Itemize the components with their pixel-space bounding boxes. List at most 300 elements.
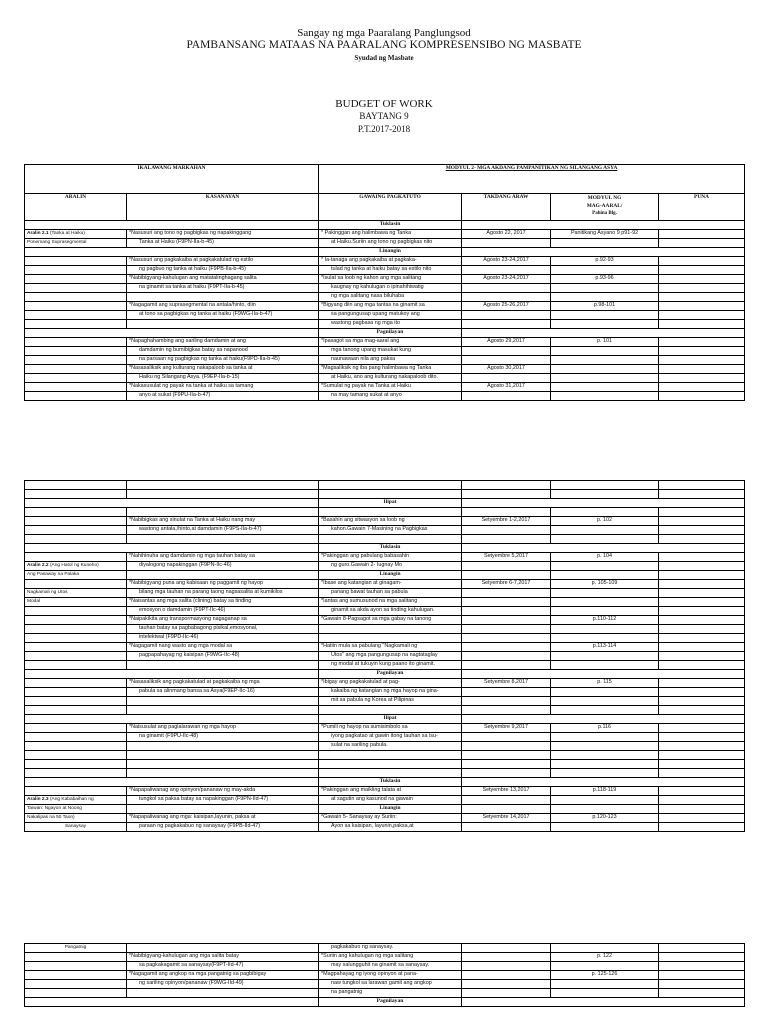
kasanayan-cell [127, 751, 319, 760]
takdang-araw-cell [462, 733, 551, 742]
aralin-cell [25, 616, 127, 625]
gawain-cell [319, 751, 462, 760]
gawain-cell: pagkakabuo ng sanaysay. [319, 944, 462, 953]
gawain-cell: wastong pagbasa ng mga ito [319, 320, 462, 329]
gawain-cell: naw tungkol sa larawan gamit ang angkop [319, 980, 462, 989]
gawain-cell: Utos" ang mga pangungusap na nagtataglay [319, 652, 462, 661]
kasanayan-cell [127, 944, 319, 953]
takdang-araw-cell: Setyembre 1-2,2017 [462, 517, 551, 526]
kasanayan-cell [127, 293, 319, 302]
table-row [25, 760, 745, 769]
modyul-cell [551, 535, 659, 544]
aralin-cell [25, 580, 127, 589]
empty-cell [25, 248, 319, 257]
takdang-araw-cell [462, 805, 551, 814]
puna-cell [659, 751, 745, 760]
modyul-cell: p. 115 [551, 679, 659, 688]
kasanayan-cell [127, 535, 319, 544]
modyul-cell: p.93-96 [551, 275, 659, 284]
modyul-cell [551, 733, 659, 742]
aralin-cell [25, 338, 127, 347]
gawain-cell: *Hatiin mula sa pabulang "Nagkamali ng [319, 643, 462, 652]
takdang-araw-cell [462, 962, 551, 971]
puna-cell [659, 239, 745, 248]
table-row [25, 302, 745, 311]
puna-cell [659, 302, 745, 311]
table-row [25, 598, 745, 607]
table-row [25, 365, 745, 374]
section-row [25, 221, 745, 230]
puna-cell [659, 971, 745, 980]
takdang-araw-cell [462, 944, 551, 953]
school-name: PAMBANSANG MATAAS NA PAARALANG KOMPRESENSIBO NG MASBATE [186, 39, 582, 51]
table-row [25, 526, 745, 535]
empty-cell [462, 998, 745, 1007]
gawain-cell: at sagutin ang kasunod na gawain [319, 796, 462, 805]
aralin-cell [25, 769, 127, 778]
kasanayan-cell: pabula sa alinmang bansa sa Asya(F9EP-IIc-16) [127, 688, 319, 697]
takdang-araw-cell: Agosto 25-26,2017 [462, 302, 551, 311]
takdang-araw-cell: Setyembre 13,2017 [462, 787, 551, 796]
modyul-cell [551, 320, 659, 329]
modyul-cell [551, 508, 659, 517]
table-row [25, 239, 745, 248]
modyul-cell [551, 769, 659, 778]
takdang-araw-cell [462, 481, 551, 490]
empty-cell [462, 499, 745, 508]
section-row [25, 499, 745, 508]
col-kasanayan: KASANAYAN [127, 194, 319, 221]
puna-cell [659, 508, 745, 517]
puna-cell [659, 320, 745, 329]
modyul-cell [551, 562, 659, 571]
takdang-araw-cell: Agosto 30,2017 [462, 365, 551, 374]
aralin-cell: Modal [25, 598, 127, 607]
table-row [25, 284, 745, 293]
puna-cell [659, 980, 745, 989]
puna-cell [659, 275, 745, 284]
gawain-cell: kahon.Gawain 7-Masining na Pagbigkas [319, 526, 462, 535]
aralin-cell [25, 724, 127, 733]
modyul-cell [551, 634, 659, 643]
empty-cell [462, 670, 745, 679]
aralin-cell [25, 980, 127, 989]
takdang-araw-cell [462, 284, 551, 293]
section-label: Pagnilayan [319, 998, 462, 1007]
modyul-cell [551, 392, 659, 401]
aralin-cell: Ponemang Suprasegmental [25, 239, 127, 248]
modyul-cell [551, 598, 659, 607]
modyul-cell [551, 490, 659, 499]
gawain-cell: tulad ng tanka at haiku batay sa estilo nito [319, 266, 462, 275]
aralin-cell: Sanaysay [25, 823, 127, 832]
modyul-cell [551, 481, 659, 490]
table-row [25, 311, 745, 320]
modyul-cell: p.118-119 [551, 787, 659, 796]
empty-cell [462, 715, 745, 724]
takdang-araw-cell [462, 751, 551, 760]
modyul-cell [551, 944, 659, 953]
aralin-cell [25, 751, 127, 760]
modyul-cell: p.92-93 [551, 257, 659, 266]
kasanayan-cell [127, 661, 319, 670]
puna-cell [659, 760, 745, 769]
kasanayan-cell: *Nasusuri ang tono ng pagbigkas ng napakinggang [127, 230, 319, 239]
puna-cell [659, 652, 745, 661]
table-row [25, 553, 745, 562]
kasanayan-cell: intelektwal (F9PD-IIc-46) [127, 634, 319, 643]
takdang-araw-cell [462, 688, 551, 697]
aralin-cell [25, 607, 127, 616]
modyul-cell [551, 989, 659, 998]
budget-table-2 [24, 480, 745, 832]
table-row [25, 814, 745, 823]
modyul-cell [551, 796, 659, 805]
section-label: Pagnilayan [319, 329, 462, 338]
gawain-cell: at Haiku.Suriin ang tono ng pagbigkas nito [319, 239, 462, 248]
aralin-cell [25, 553, 127, 562]
aralin-cell [25, 293, 127, 302]
takdang-araw-cell [462, 760, 551, 769]
puna-cell [659, 679, 745, 688]
modyul-cell [551, 697, 659, 706]
puna-cell [659, 724, 745, 733]
modyul-cell [551, 311, 659, 320]
table-row [25, 275, 745, 284]
aralin-cell [25, 481, 127, 490]
aralin-cell: Ang Pasaway na Palaka [25, 571, 127, 580]
gawain-cell: na may tamang sukat at anyo [319, 392, 462, 401]
takdang-araw-cell [462, 634, 551, 643]
takdang-araw-cell [462, 589, 551, 598]
modyul-cell [551, 293, 659, 302]
budget-table-1 [24, 164, 745, 401]
kasanayan-cell: *Nabibigyang puna ang kabisaan ng paggamit ng hayop [127, 580, 319, 589]
table-row [25, 571, 745, 580]
puna-cell [659, 490, 745, 499]
takdang-araw-cell [462, 989, 551, 998]
col-puna: PUNA [659, 194, 745, 221]
modyul-cell: p. 101 [551, 338, 659, 347]
kasanayan-cell: *Naisusulat ang paglalarawan ng mga hayop [127, 724, 319, 733]
modyul-cell [551, 374, 659, 383]
modyul-cell [551, 356, 659, 365]
table-row [25, 724, 745, 733]
puna-cell [659, 733, 745, 742]
takdang-araw-cell: Agosto 23-24,2017 [462, 257, 551, 266]
table-row [25, 989, 745, 998]
modyul-cell [551, 980, 659, 989]
section-label: Tuklasin [319, 778, 462, 787]
modyul-cell: p.98-101 [551, 302, 659, 311]
gawain-cell: naunawaan nila ang paksa [319, 356, 462, 365]
takdang-araw-cell [462, 356, 551, 365]
aralin-cell: Aralin 2.2 (Ang Hatol ng Kuneho) [25, 562, 127, 571]
puna-cell [659, 338, 745, 347]
section-label: Pagnilayan [319, 670, 462, 679]
kasanayan-cell: ng sariling opinyon/pananaw (F9WG-IId-49) [127, 980, 319, 989]
gawain-cell: *Magsaliksik ng iba pang halimbawa ng Tanka [319, 365, 462, 374]
empty-cell [25, 670, 319, 679]
kasanayan-cell: *Nabibigyang-kahulugan ang matatalinghagang salita [127, 275, 319, 284]
table-row [25, 980, 745, 989]
takdang-araw-cell: Agosto 29,2017 [462, 338, 551, 347]
puna-cell [659, 989, 745, 998]
col-aralin: ARALIN [25, 194, 127, 221]
puna-cell [659, 962, 745, 971]
puna-cell [659, 526, 745, 535]
modyul-cell [551, 962, 659, 971]
aralin-cell [25, 706, 127, 715]
gawain-cell: sulat na sariling pabula. [319, 742, 462, 751]
empty-cell [25, 221, 319, 230]
takdang-araw-cell [462, 508, 551, 517]
modyul-cell [551, 239, 659, 248]
puna-cell [659, 634, 745, 643]
aralin-cell [25, 526, 127, 535]
table-row [25, 490, 745, 499]
table-row [25, 508, 745, 517]
modyul-cell [551, 383, 659, 392]
aralin-cell [25, 733, 127, 742]
gawain-cell: ng mga salitang nasa biluhaba [319, 293, 462, 302]
document-title: BUDGET OF WORK [335, 98, 433, 110]
kasanayan-cell: sa pagkakagamit sa sanaysay(F9PT-IId-47) [127, 962, 319, 971]
takdang-araw-cell [462, 311, 551, 320]
takdang-araw-cell: Agosto 22, 2017 [462, 230, 551, 239]
kasanayan-cell: *Nasusuri ang pagkakaiba at pagkakatulad ng estilo [127, 257, 319, 266]
puna-cell [659, 769, 745, 778]
aralin-cell [25, 787, 127, 796]
col-modyul: MODYUL NG MAG-AARAL/ Pahina Blg. [551, 194, 659, 221]
kasanayan-cell: Tanka at Haiku (F9PN-IIa-b-45) [127, 239, 319, 248]
aralin-cell [25, 962, 127, 971]
aralin-cell: Aralin 2.3 (Ang Kababaihan ng [25, 796, 127, 805]
gawain-cell: *Basahin ang sitwasyon sa loob ng [319, 517, 462, 526]
aralin-cell [25, 383, 127, 392]
kasanayan-cell: *Nagagamit nang wasto ang mga modal sa [127, 643, 319, 652]
table-row [25, 589, 745, 598]
puna-cell [659, 284, 745, 293]
kasanayan-cell: Haiku ng Silangang Asya. (F9EP-IIa-b-15) [127, 374, 319, 383]
puna-cell [659, 383, 745, 392]
gawain-cell: *Magpahayag ng iyong opinyon at pana- [319, 971, 462, 980]
gawain-cell: *Gawain 8-Pagsagot sa mga gabay na tanong [319, 616, 462, 625]
empty-cell [25, 544, 319, 553]
takdang-araw-cell [462, 697, 551, 706]
puna-cell [659, 742, 745, 751]
modyul-cell [551, 365, 659, 374]
modyul-cell: p. 122 [551, 953, 659, 962]
gawain-cell: *Sumulat ng payak na Tanka at Haiku [319, 383, 462, 392]
takdang-araw-cell [462, 347, 551, 356]
kasanayan-cell: damdamin ng bumibigkas batay sa napanood [127, 347, 319, 356]
kasanayan-cell: ng pagbuo ng tanka at haiku (F9PB-IIa-b-45) [127, 266, 319, 275]
kasanayan-cell [127, 706, 319, 715]
table-row [25, 962, 745, 971]
modyul-cell [551, 526, 659, 535]
gawain-cell [319, 535, 462, 544]
kasanayan-cell [127, 769, 319, 778]
kasanayan-cell: na ginamit (F9PU-IIc-48) [127, 733, 319, 742]
modyul-cell [551, 571, 659, 580]
kasanayan-cell [127, 320, 319, 329]
aralin-cell [25, 374, 127, 383]
modyul-cell [551, 805, 659, 814]
puna-cell [659, 805, 745, 814]
puna-cell [659, 661, 745, 670]
puna-cell [659, 266, 745, 275]
takdang-araw-cell [462, 535, 551, 544]
modyul-cell: p. 102 [551, 517, 659, 526]
section-row [25, 544, 745, 553]
table-row [25, 383, 745, 392]
gawain-cell [319, 769, 462, 778]
gawain-cell: *Ibase ang katangian at ginagam- [319, 580, 462, 589]
takdang-araw-cell [462, 742, 551, 751]
empty-cell [462, 248, 745, 257]
takdang-araw-cell [462, 616, 551, 625]
puna-cell [659, 347, 745, 356]
grade-level: BAYTANG 9 [359, 111, 409, 121]
gawain-cell: na pangatnig [319, 989, 462, 998]
aralin-cell: Nagkamali ng Utos [25, 589, 127, 598]
modyul-cell [551, 266, 659, 275]
puna-cell [659, 643, 745, 652]
empty-cell [25, 499, 319, 508]
kasanayan-cell: paraan ng pagkakabuo ng sanaysay (F9PB-IId-47) [127, 823, 319, 832]
col-takdang-araw: TAKDANG ARAW [462, 194, 551, 221]
gawain-cell: *Bigyang diin ang mga tantas na ginamit sa [319, 302, 462, 311]
modyul-cell: p.120-123 [551, 814, 659, 823]
modyul-cell: p. 104 [551, 553, 659, 562]
gawain-cell: *Suriin ang kahulugan ng mga salitang [319, 953, 462, 962]
table-row [25, 374, 745, 383]
kasanayan-cell [127, 481, 319, 490]
section-row [25, 778, 745, 787]
puna-cell [659, 562, 745, 571]
puna-cell [659, 814, 745, 823]
kasanayan-cell: *Nagagamit ang suprasegmental na antala/hinto, diin [127, 302, 319, 311]
table-row [25, 751, 745, 760]
kasanayan-cell: at tono sa pagbigkas ng tanka at haiku (F9WG-IIa-b-47) [127, 311, 319, 320]
aralin-cell [25, 625, 127, 634]
aralin-cell: Aralin 2.1 (Tanka at Haiku) [25, 230, 127, 239]
aralin-cell [25, 634, 127, 643]
kasanayan-cell: *Nagagamit ang angkop na mga pangatnig sa pagbibigay [127, 971, 319, 980]
table-row [25, 742, 745, 751]
puna-cell [659, 481, 745, 490]
gawain-cell: ginamit sa akda ayon sa tinding kahulugan. [319, 607, 462, 616]
table-row [25, 697, 745, 706]
table-row [25, 562, 745, 571]
puna-cell [659, 823, 745, 832]
table-row [25, 769, 745, 778]
takdang-araw-cell [462, 490, 551, 499]
aralin-cell [25, 971, 127, 980]
table-row [25, 257, 745, 266]
kasanayan-cell: *Nahihinuha ang damdamin ng mga tauhan batay sa [127, 553, 319, 562]
budget-table-3 [24, 943, 745, 1007]
takdang-araw-cell: Setyembre 6-7,2017 [462, 580, 551, 589]
puna-cell [659, 293, 745, 302]
aralin-cell [25, 535, 127, 544]
gawain-cell [319, 634, 462, 643]
empty-cell [462, 329, 745, 338]
puna-cell [659, 697, 745, 706]
gawain-cell: *Pumili ng hayop na sumisimbolo sa [319, 724, 462, 733]
modyul-cell [551, 589, 659, 598]
table-row [25, 643, 745, 652]
takdang-araw-cell [462, 953, 551, 962]
table-row [25, 230, 745, 239]
modyul-cell [551, 760, 659, 769]
gawain-cell: Ayon sa kaisipan, layunin,paksa,at [319, 823, 462, 832]
kasanayan-cell: na parsaan ng pagbigkas ng tanka at haiku(F9PD-IIa-b-45) [127, 356, 319, 365]
modyul-cell [551, 688, 659, 697]
empty-cell [25, 715, 319, 724]
puna-cell [659, 944, 745, 953]
aralin-cell [25, 953, 127, 962]
aralin-cell [25, 989, 127, 998]
kasanayan-cell: *Nasasaliksik ang pagkakatulad at pagkakaiba ng mga [127, 679, 319, 688]
modyul-cell [551, 347, 659, 356]
empty-cell [462, 544, 745, 553]
puna-cell [659, 365, 745, 374]
takdang-araw-cell [462, 625, 551, 634]
modyul-cell [551, 284, 659, 293]
aralin-cell [25, 392, 127, 401]
puna-cell [659, 616, 745, 625]
table-row [25, 293, 745, 302]
modyul-cell [551, 661, 659, 670]
aralin-cell [25, 742, 127, 751]
aralin-cell [25, 266, 127, 275]
takdang-araw-cell: Setyembre 5,2017 [462, 553, 551, 562]
kasanayan-cell: *Nabibigkas ang sinulat na Tanka at Haiku nang may [127, 517, 319, 526]
aralin-cell [25, 356, 127, 365]
empty-cell [462, 221, 745, 230]
puna-cell [659, 535, 745, 544]
aralin-cell [25, 320, 127, 329]
gawain-cell: *Ipasagot sa mga mag-aaral ang [319, 338, 462, 347]
modyul-cell [551, 751, 659, 760]
gawain-cell: ng modal at tukuyin kung paano ito ginamit. [319, 661, 462, 670]
table-row [25, 733, 745, 742]
puna-cell [659, 787, 745, 796]
aralin-cell: Pangatnig [25, 944, 127, 953]
takdang-araw-cell: Setyembre 9,2017 [462, 724, 551, 733]
kasanayan-cell: bilang mga tauhan na parang taong nagsasalita at kumikilos [127, 589, 319, 598]
aralin-cell [25, 257, 127, 266]
kasanayan-cell [127, 805, 319, 814]
modyul-cell: p.113-114 [551, 643, 659, 652]
modyul-cell: p. 105-109 [551, 580, 659, 589]
aralin-cell [25, 652, 127, 661]
gawain-cell [319, 760, 462, 769]
takdang-araw-cell: Agosto 31,2017 [462, 383, 551, 392]
aralin-cell [25, 275, 127, 284]
puna-cell [659, 257, 745, 266]
takdang-araw-cell [462, 320, 551, 329]
aralin-cell [25, 508, 127, 517]
table-row [25, 535, 745, 544]
kasanayan-cell [127, 490, 319, 499]
puna-cell [659, 796, 745, 805]
table-row [25, 356, 745, 365]
empty-cell [462, 778, 745, 787]
table-row [25, 706, 745, 715]
